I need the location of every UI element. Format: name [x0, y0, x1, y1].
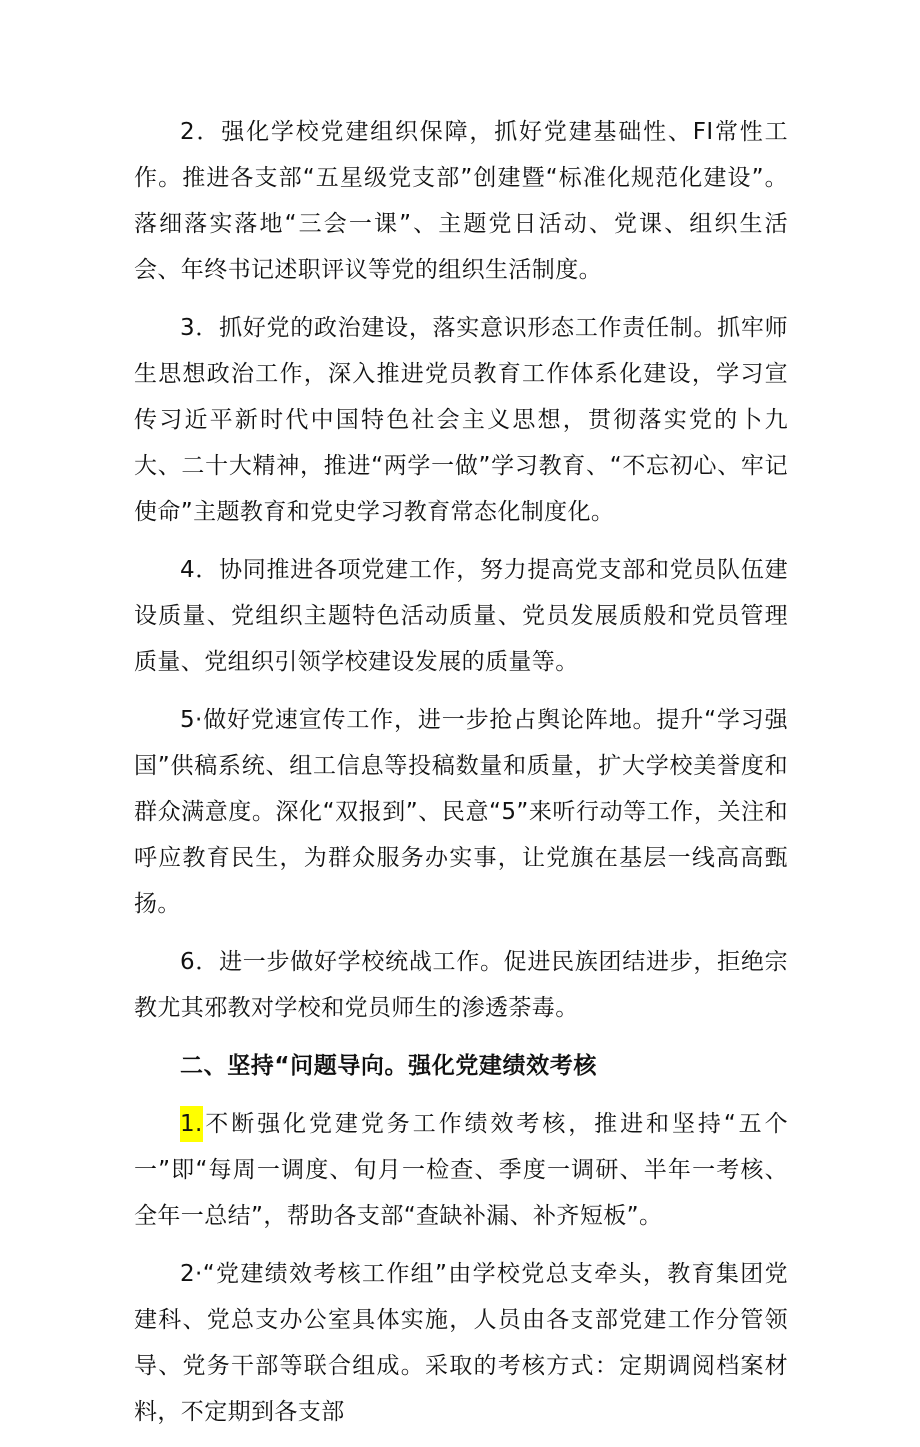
highlighted-item-number: 1. — [180, 1106, 203, 1142]
paragraph-section2-item-1 — [134, 1101, 788, 1239]
section-heading: 二、坚持“问题导向。强化党建绩效考核 — [180, 1053, 597, 1079]
paragraph-item-4: 4．协同推进各项党建工作，努力提高党支部和党员队伍建设质量、党组织主题特色活动质量、党员发展质般和党员管理质量、党组织引领学校建设发展的质量等。 — [134, 557, 788, 675]
paragraph-item-2: 2．强化学校党建组织保障，抓好党建基础性、FI常性工作。推进各支部“五星级党支部”创建暨“标准化规范化建设”。落细落实落地“三会一课”、主题党日活动、党课、组织生活会、年终书记述职评议等党的组织生活制度。 — [134, 119, 788, 283]
document-body — [134, 109, 788, 1447]
paragraph-item-6: 6．进一步做好学校统战工作。促进民族团结进步，拒绝宗教尤其邪教对学校和党员师生的渗透荼毒。 — [134, 949, 788, 1021]
paragraph-item-3: 3．抓好党的政治建设，落实意识形态工作责任制。抓牢师生思想政治工作，深入推进党员教育工作体系化建设，学习宣传习近平新时代中国特色社会主义思想，贯彻落实党的卜九大、二十大精神，推进“两学一做”学习教育、“不忘初心、牢记使命”主题教育和党史学习教育常态化制度化。 — [134, 315, 788, 525]
paragraph-item-5: 5·做好党速宣传工作，进一步抢占舆论阵地。提升“学习强国”供稿系统、组工信息等投稿数量和质量，扩大学校美誉度和群众满意度。深化“双报到”、民意“5”来听行动等工作，关注和呼应教育民生，为群众服务办实事，让党旗在基层一线高高甄扬。 — [134, 707, 788, 917]
paragraph-section2-item-2: 2·“党建绩效考核工作组”由学校党总支牵头，教育集团党建科、党总支办公室具体实施，人员由各支部党建工作分管领导、党务干部等联合组成。采取的考核方式：定期调阅档案材料，不定期到各支部 — [134, 1261, 788, 1425]
paragraph-section2-item-1-text: 不断强化党建党务工作绩效考核，推进和坚持“五个一”即“每周一调度、旬月一检查、季度一调研、半年一考核、全年一总结”，帮助各支部“查缺补漏、补齐短板”。 — [134, 1111, 788, 1229]
